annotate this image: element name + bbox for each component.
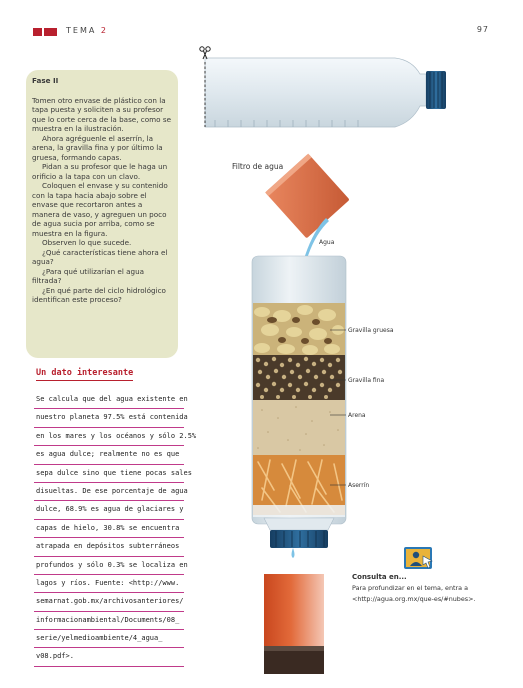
scissors-icon — [200, 47, 210, 59]
sand-label: Arena — [348, 412, 366, 419]
interest-title: Un dato interesante — [36, 368, 133, 381]
phase-paragraph: Pidan a su profesor que le haga un orificio a la tapa con un clavo. — [32, 162, 168, 181]
interest-line: en los mares y los océanos y sólo 2.5% — [34, 428, 184, 446]
collecting-cup — [264, 574, 324, 674]
topic-label: TEMA 2 — [66, 26, 108, 35]
phase-question: ¿Qué características tiene ahora el agua? — [32, 247, 168, 266]
page-number: 97 — [476, 25, 489, 34]
interest-line: semarnat.gob.mx/archivosanteriores/ — [34, 593, 184, 611]
consulta-link[interactable]: <http://agua.org.mx/que-es/#nubes>. — [352, 595, 476, 603]
interest-line: es agua dulce; realmente no es que — [34, 446, 184, 464]
interest-line: profundos y sólo 0.3% se localiza en — [34, 557, 184, 575]
fine-gravel-label: Gravilla fina — [348, 377, 385, 384]
interest-line: atrapada en depósitos subterráneos — [34, 538, 184, 556]
phase-paragraph: Observen lo que sucede. — [42, 238, 132, 247]
phase-paragraph: Ahora agréguenle el aserrín, la arena, la gravilla fina y por último la gruesa, formando capas. — [32, 133, 163, 162]
consulta-box — [352, 572, 476, 605]
computer-user-icon — [404, 547, 434, 573]
interest-line: Se calcula que del agua existente en — [34, 391, 184, 409]
water-label: Agua — [319, 239, 335, 246]
consulta-title: Consulta en... — [352, 573, 407, 581]
interest-line: serie/yelmedioambiente/4_agua_ — [34, 630, 184, 648]
interest-line: sepa dulce sino que tiene pocas sales — [34, 465, 184, 483]
phase-question: ¿En qué parte del ciclo hidrológico identifican este proceso? — [32, 285, 166, 304]
phase-question: ¿Para qué utilizarían el agua filtrada? — [32, 266, 145, 285]
interest-line: informacionambiental/Documents/08_ — [34, 612, 184, 630]
phase-paragraph: Coloquen el envase y su contenido con la tapa hacia abajo sobre el envase que recortaron antes a manera de vaso, y agreguen un poco de agua sucia por arriba, como se muestra en la figura. — [32, 181, 168, 238]
interest-line: v08.pdf>. — [34, 648, 184, 666]
interest-line: dulce, 68.9% es agua de glaciares y — [34, 501, 184, 519]
interest-line: lagos y ríos. Fuente: <http://www. — [34, 575, 184, 593]
filter-bottle — [252, 256, 346, 558]
interest-line: capas de hielo, 30.8% se encuentra — [34, 520, 184, 538]
coarse-gravel-label: Gravilla gruesa — [348, 327, 394, 334]
plastic-bottle — [205, 58, 446, 127]
phase-paragraph: Tomen otro envase de plástico con la tapa puesta y soliciten a su profesor que lo corte cerca de la base, como se muestra en la ilustración. — [32, 95, 172, 133]
interest-line: disueltas. De ese porcentaje de agua — [34, 483, 184, 501]
filter-label: Filtro de agua — [232, 162, 284, 171]
consulta-text: Para profundizar en el tema, entra a — [352, 584, 468, 592]
sawdust-label: Aserrín — [348, 482, 370, 489]
interest-line: nuestro planeta 97.5% está contenida — [34, 409, 184, 427]
phase-title: Fase II — [32, 76, 59, 85]
